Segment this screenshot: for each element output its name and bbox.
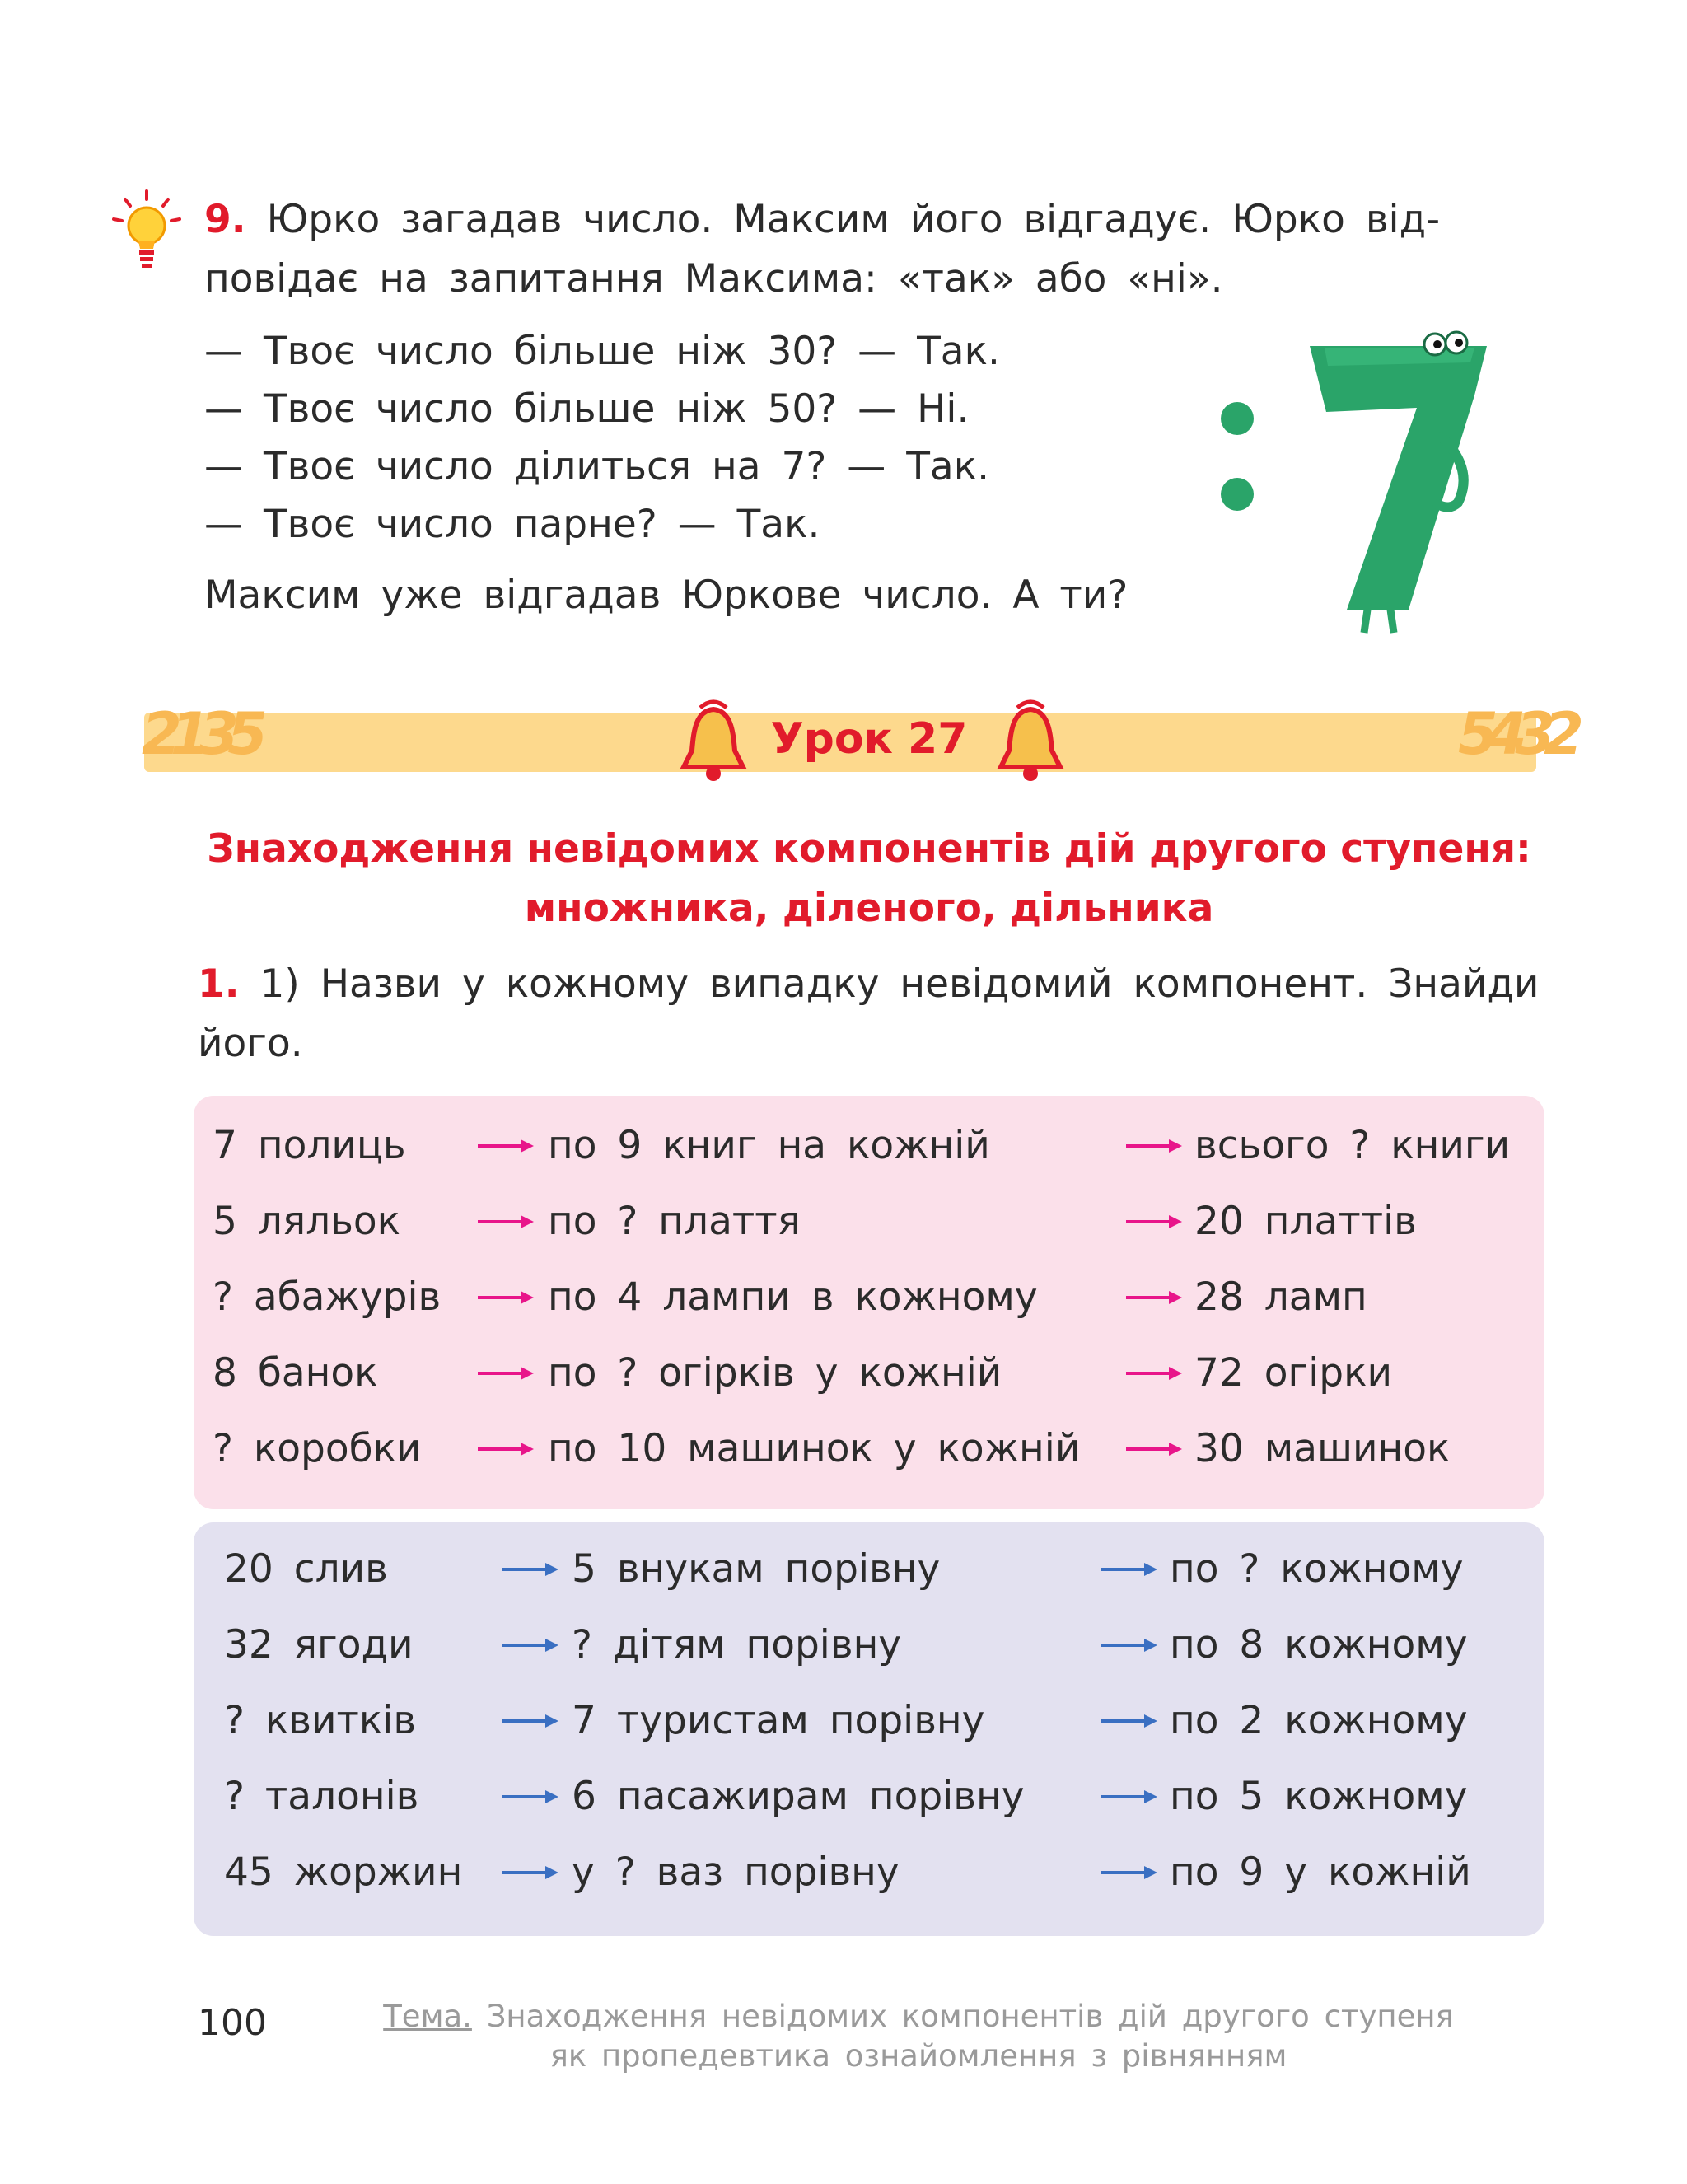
table-cell: по ? огірків у кожній <box>548 1350 1002 1396</box>
table-cell: ? талонів <box>224 1774 419 1819</box>
table-cell: 20 слив <box>224 1546 388 1592</box>
exercise-9-question: Максим уже відгадав Юркове число. А ти? <box>204 573 1129 618</box>
arrow-right-icon <box>476 1365 535 1382</box>
arrow-right-icon <box>476 1289 535 1306</box>
table-cell: 5 ляльок <box>213 1199 401 1244</box>
dialog-line: — Твоє число більше ніж 50? — Ні. <box>204 386 970 432</box>
table-cell: 32 ягоди <box>224 1622 414 1667</box>
table-cell: по 2 кожному <box>1170 1698 1468 1743</box>
table-cell: ? дітям порівну <box>572 1622 902 1667</box>
table-cell: 5 внукам порівну <box>572 1546 941 1592</box>
table-cell: 7 туристам порівну <box>572 1698 985 1743</box>
footer-theme-label: Тема. <box>383 1999 472 2034</box>
table-cell: по 9 книг на кожній <box>548 1123 990 1168</box>
arrow-right-icon <box>501 1561 560 1578</box>
table-cell: 7 полиць <box>213 1123 406 1168</box>
arrow-right-icon <box>1100 1713 1159 1729</box>
arrow-right-icon <box>501 1789 560 1805</box>
footer-theme-line-2: як пропедевтика ознайомлення з рівнянням <box>549 2038 1287 2074</box>
table-cell: 45 жоржин <box>224 1850 463 1895</box>
banner-decoration-digits: 5432 <box>1458 700 1573 768</box>
exercise-1-line-2: його. <box>198 1021 303 1066</box>
table-cell: по ? кожному <box>1170 1546 1464 1592</box>
arrow-right-icon <box>501 1713 560 1729</box>
arrow-right-icon <box>476 1138 535 1154</box>
table-cell: 28 ламп <box>1194 1274 1367 1320</box>
digit-seven-figure <box>1203 330 1507 634</box>
arrow-right-icon <box>476 1214 535 1230</box>
arrow-right-icon <box>1100 1864 1159 1881</box>
exercise-1-text <box>198 956 1539 1013</box>
bell-icon <box>675 696 751 785</box>
exercise-1-line-1: 1) Назви у кожному випадку невідомий компонент. Знайди <box>259 961 1540 1007</box>
lesson-title: Урок 27 <box>770 714 968 764</box>
arrow-right-icon <box>476 1441 535 1457</box>
arrow-right-icon <box>1100 1561 1159 1578</box>
table-cell: по 10 машинок у кожній <box>548 1426 1081 1471</box>
dialog-line: — Твоє число ділиться на 7? — Так. <box>204 444 990 489</box>
topic-heading-line-2: множника, діленого, дільника <box>524 886 1214 931</box>
table-cell: всього ? книги <box>1194 1123 1511 1168</box>
exercise-number: 1. <box>198 961 240 1007</box>
dialog-line: — Твоє число більше ніж 30? — Так. <box>204 329 1000 374</box>
topic-heading <box>194 820 1544 938</box>
arrow-right-icon <box>1124 1138 1184 1154</box>
arrow-right-icon <box>1124 1441 1184 1457</box>
table-cell: у ? ваз порівну <box>572 1850 900 1895</box>
exercise-9-line-1: Юрко загадав число. Максим його відгадує. Юрко від- <box>266 197 1441 242</box>
footer-theme <box>346 1997 1491 2076</box>
table-cell: 6 пасажирам порівну <box>572 1774 1025 1819</box>
arrow-right-icon <box>1100 1637 1159 1653</box>
footer-theme-line-1: Знаходження невідомих компонентів дій другого ступеня <box>486 1999 1454 2034</box>
bell-icon <box>993 696 1068 785</box>
table-cell: ? абажурів <box>213 1274 442 1320</box>
topic-heading-line-1: Знаходження невідомих компонентів дій другого ступеня: <box>207 826 1531 872</box>
table-cell: ? квитків <box>224 1698 417 1743</box>
banner-decoration-digits: 2135 <box>142 700 256 768</box>
table-cell: 8 банок <box>213 1350 378 1396</box>
arrow-right-icon <box>1124 1214 1184 1230</box>
table-cell: по 5 кожному <box>1170 1774 1468 1819</box>
table-cell: по 4 лампи в кожному <box>548 1274 1038 1320</box>
table-cell: ? коробки <box>213 1426 422 1471</box>
dialog-line: — Твоє число парне? — Так. <box>204 502 820 547</box>
page-number: 100 <box>198 2002 267 2044</box>
arrow-right-icon <box>1124 1289 1184 1306</box>
lightbulb-icon <box>109 188 185 270</box>
arrow-right-icon <box>501 1864 560 1881</box>
arrow-right-icon <box>1100 1789 1159 1805</box>
exercise-9-text <box>204 191 1440 249</box>
table-cell: 72 огірки <box>1194 1350 1393 1396</box>
arrow-right-icon <box>1124 1365 1184 1382</box>
exercise-number: 9. <box>204 197 246 242</box>
table-cell: по 9 у кожній <box>1170 1850 1471 1895</box>
table-cell: 20 платтів <box>1194 1199 1417 1244</box>
table-cell: по ? плаття <box>548 1199 801 1244</box>
table-cell: по 8 кожному <box>1170 1622 1468 1667</box>
exercise-9-line-2: повідає на запитання Максима: «так» або «ні». <box>204 256 1223 302</box>
table-cell: 30 машинок <box>1194 1426 1451 1471</box>
arrow-right-icon <box>501 1637 560 1653</box>
